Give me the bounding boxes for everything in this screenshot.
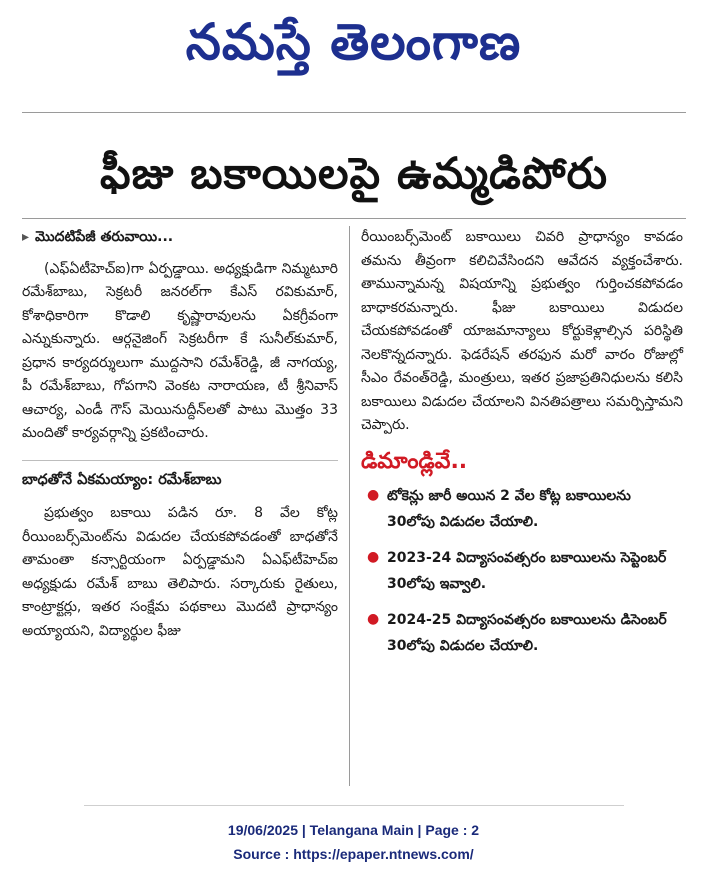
- demand-item: ● 2023-24 విద్యాసంవత్సరం బకాయిలను సెప్టెంబర్ 30లోపు ఇవ్వాలి.: [361, 545, 683, 597]
- continuation-marker: [22, 226, 338, 250]
- arrow-right-icon: ▸: [22, 229, 30, 245]
- masthead-logo: నమస్తే తెలంగాణ: [185, 12, 522, 71]
- bullet-icon: ●: [367, 611, 380, 627]
- demand-item: ● టోకెన్లు జారీ అయిన 2 వేల కోట్ల బకాయిలను 30లోపు విడుదల చేయాలి.: [361, 483, 683, 535]
- footer-source: Source : https://epaper.ntnews.com/: [233, 846, 474, 862]
- demands-heading: డిమాండ్లివే..: [361, 448, 468, 474]
- continuation-label: మొదటిపేజీ తరువాయి...: [35, 229, 174, 245]
- column-divider: [349, 226, 350, 786]
- masthead-divider: [22, 112, 686, 113]
- footer-divider: [84, 805, 624, 806]
- left-column: [22, 226, 338, 643]
- article-paragraph: (ఎఫ్ఏటీహెచ్ఐ)గా ఏర్పడ్డాయి. అధ్యక్షుడిగా నిమ్మటూరి రమేశ్‌బాబు, సెక్రటరీ జనరల్‌గా కేఎస్ రవికుమార్, కోశాధికారిగా కొడాలి కృష్ణారావులను ఏకగ్రీవంగా ఎన్నుకున్నారు. ఆర్గనైజింగ్ సెక్రటరీగా కే సునీల్‌కుమార్, ప్రధాన కార్యదర్శులుగా ముద్దసాని రమేశ్‌రెడ్డి, జీ నాగయ్య, పీ రమేశ్‌బాబు, గోపగాని వెంకట నారాయణ, టీ శ్రీనివాస్ ఆచార్య, ఎండీ గౌస్ మెయినుద్దీన్‌లతో పాటు మొత్తం 33 మందితో కార్యవర్గాన్ని ప్రకటించారు.: [22, 260, 338, 441]
- headline: ఫీజు బకాయిలపై ఉమ్మడిపోరు: [100, 149, 608, 199]
- footer-dateline: 19/06/2025 | Telangana Main | Page : 2: [227, 822, 480, 838]
- article-subheading: బాధతోనే ఏకమయ్యాం: రమేశ్‌బాబు: [22, 460, 338, 493]
- article-paragraph: ప్రభుత్వం బకాయి పడిన రూ. 8 వేల కోట్ల రీయింబర్స్‌మెంట్‌ను విడుదల చేయకపోవడంతో బాధతోనే తామంతా కన్సార్టియంగా ఏర్పడ్డామని ఏఎఫ్‌టీహెచ్ఐ అధ్యక్షుడు రమేశ్ బాబు తెలిపారు. సర్కారుకు రైతులు, కాంట్రాక్టర్లు, ఇతర సంక్షేమ పథకాలు మొదటి ప్రాధాన్యం అయ్యాయని, విద్యార్థుల ఫీజు: [22, 505, 338, 639]
- bullet-icon: ●: [367, 549, 380, 565]
- right-column: [361, 226, 683, 669]
- headline-divider: [22, 218, 686, 219]
- article-paragraph: రీయింబర్స్‌మెంట్ బకాయిలు చివరి ప్రాధాన్యం కావడం తమను తీవ్రంగా కలిచివేసిందని ఆవేదన వ్యక్తంచేశారు. తామున్నామన్న విషయాన్ని ప్రభుత్వం గుర్తించకపోవడం బాధాకరమన్నారు. ఫీజు బకాయిలు విడుదల చేయకపోవడంతో యాజమాన్యాలు కోర్టుకెళ్లాల్సిన పరిస్థితి నెలకొన్నదన్నారు. ఫెడరేషన్ తరఫున మరో వారం రోజుల్లో సీఎం రేవంత్‌రెడ్డి, మంత్రులు, ఇతర ప్రజాప్రతినిధులను కలిసి బకాయిలు విడుదల చేయాలని వినతిపత్రాలు సమర్పిస్తామని చెప్పారు.: [361, 229, 683, 433]
- bullet-icon: ●: [367, 487, 380, 503]
- demand-item: ● 2024-25 విద్యాసంవత్సరం బకాయిలను డిసెంబర్ 30లోపు విడుదల చేయాలి.: [361, 607, 683, 659]
- demands-list: [361, 483, 683, 659]
